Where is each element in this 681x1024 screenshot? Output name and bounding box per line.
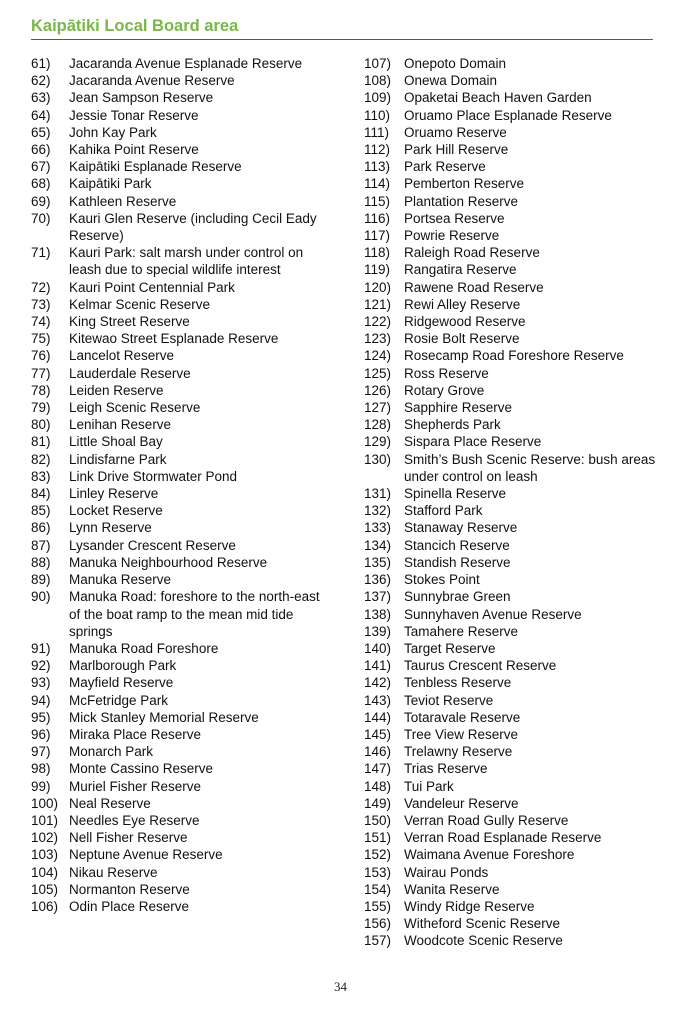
- list-item-number: 120): [364, 279, 392, 295]
- page-title: Kaipātiki Local Board area: [31, 17, 239, 35]
- list-item-number: 112): [364, 142, 391, 158]
- list-item-number: 150): [364, 812, 392, 828]
- list-item-number: 78): [31, 382, 51, 398]
- list-item-name: Lauderdale Reserve: [69, 365, 191, 381]
- list-item-number: 151): [364, 830, 392, 846]
- list-item-name: Totaravale Reserve: [404, 709, 521, 725]
- list-item-number: 90): [31, 589, 51, 605]
- list-item: [31, 330, 346, 347]
- list-item-number: 96): [31, 726, 51, 742]
- list-item-name: Portsea Reserve: [404, 210, 505, 226]
- list-item-number: 138): [364, 606, 392, 622]
- list-item-number: 107): [364, 56, 392, 71]
- list-item-number: 79): [31, 400, 51, 416]
- list-item-number: 131): [364, 486, 392, 502]
- list-item-name: Link Drive Stormwater Pond: [69, 468, 238, 484]
- list-item-name: Rewi Alley Reserve: [404, 296, 521, 312]
- list-item-name: Lancelot Reserve: [69, 348, 175, 364]
- list-item-number: 144): [364, 709, 392, 725]
- list-item: [364, 175, 664, 192]
- list-item-name: Manuka Road: foreshore to the north-east of the boat ramp to the mean mid tide springs: [69, 589, 320, 639]
- list-item: [364, 778, 664, 795]
- list-item-number: 114): [364, 176, 391, 192]
- list-item-name: Kauri Glen Reserve (including Cecil Eady Reserve): [69, 210, 317, 244]
- list-item-name: Linley Reserve: [69, 486, 159, 502]
- list-item: [31, 898, 346, 915]
- list-item-name: Sispara Place Reserve: [404, 434, 542, 450]
- list-item-number: 135): [364, 554, 392, 570]
- list-item-name: Verran Road Gully Reserve: [404, 812, 569, 828]
- list-item-name: Kahika Point Reserve: [69, 142, 199, 158]
- list-item-number: 86): [31, 520, 51, 536]
- list-item: [364, 571, 664, 588]
- list-item: [364, 588, 664, 605]
- list-item: [364, 296, 664, 313]
- list-item-name: Ridgewood Reserve: [404, 314, 526, 330]
- list-item: [364, 743, 664, 760]
- list-item: [364, 433, 664, 450]
- list-item-name: Stokes Point: [404, 572, 480, 588]
- list-item-name: Taurus Crescent Reserve: [404, 658, 557, 674]
- list-item-name: Oruamo Place Esplanade Reserve: [404, 107, 612, 123]
- list-item-name: Kelmar Scenic Reserve: [69, 296, 211, 312]
- list-item-number: 148): [364, 778, 392, 794]
- list-item-number: 100): [31, 795, 59, 811]
- list-item: [364, 365, 664, 382]
- list-item-number: 113): [364, 159, 391, 175]
- list-item: [364, 193, 664, 210]
- list-item-number: 68): [31, 176, 51, 192]
- list-item-number: 110): [364, 107, 391, 123]
- list-item: [364, 485, 664, 502]
- list-item: [364, 674, 664, 691]
- list-item-number: 117): [364, 228, 391, 244]
- list-item: [364, 210, 664, 227]
- list-item-number: 155): [364, 898, 392, 914]
- list-item: [31, 709, 346, 726]
- list-item-number: 95): [31, 709, 51, 725]
- list-item-number: 63): [31, 90, 51, 106]
- list-item: [364, 915, 664, 932]
- list-item-number: 71): [31, 245, 51, 261]
- list-item-name: Jacaranda Avenue Esplanade Reserve: [69, 56, 303, 71]
- list-item-number: 132): [364, 503, 392, 519]
- list-item: [31, 124, 346, 141]
- list-item: [364, 399, 664, 416]
- list-item-name: Jacaranda Avenue Reserve: [69, 73, 235, 89]
- list-item: [364, 330, 664, 347]
- list-item: [31, 778, 346, 795]
- page-header: [31, 14, 653, 40]
- list-item: [31, 881, 346, 898]
- list-item: [31, 399, 346, 416]
- list-item-number: 62): [31, 73, 51, 89]
- list-item-name: Tenbless Reserve: [404, 675, 512, 691]
- list-item: [31, 795, 346, 812]
- list-item: [31, 158, 346, 175]
- list-item-name: Leiden Reserve: [69, 382, 164, 398]
- list-item-name: Stanaway Reserve: [404, 520, 518, 536]
- list-item-number: 77): [31, 365, 51, 381]
- list-item-number: 67): [31, 159, 51, 175]
- list-item: [364, 606, 664, 623]
- list-item-name: Rawene Road Reserve: [404, 279, 544, 295]
- list-item: [31, 554, 346, 571]
- list-item-name: Oruamo Reserve: [404, 124, 507, 140]
- list-item-name: Monarch Park: [69, 744, 154, 760]
- list-item: [31, 210, 346, 244]
- list-item-name: Tree View Reserve: [404, 726, 519, 742]
- list-item-name: Sunnyhaven Avenue Reserve: [404, 606, 582, 622]
- list-item-number: 72): [31, 279, 51, 295]
- list-item-number: 88): [31, 554, 51, 570]
- list-item-name: Jessie Tonar Reserve: [69, 107, 199, 123]
- list-item: [31, 692, 346, 709]
- list-item-name: Spinella Reserve: [404, 486, 507, 502]
- list-item-name: Vandeleur Reserve: [404, 795, 519, 811]
- list-item-number: 128): [364, 417, 392, 433]
- list-item: [364, 124, 664, 141]
- list-item: [31, 55, 346, 72]
- list-item: [364, 812, 664, 829]
- list-item: [364, 829, 664, 846]
- list-item-name: Nikau Reserve: [69, 864, 158, 880]
- list-item-number: 134): [364, 537, 392, 553]
- list-item: [364, 313, 664, 330]
- list-item: [364, 382, 664, 399]
- list-item-name: Sunnybrae Green: [404, 589, 511, 605]
- list-item-name: Standish Reserve: [404, 554, 511, 570]
- list-item: [31, 365, 346, 382]
- list-item-name: Miraka Place Reserve: [69, 726, 202, 742]
- list-item-number: 106): [31, 898, 59, 914]
- list-item-number: 83): [31, 468, 51, 484]
- list-item: [31, 193, 346, 210]
- list-item-name: Tamahere Reserve: [404, 623, 519, 639]
- list-item: [364, 107, 664, 124]
- list-item: [364, 623, 664, 640]
- list-item-name: King Street Reserve: [69, 314, 190, 330]
- list-item: [31, 537, 346, 554]
- list-item-name: Rotary Grove: [404, 382, 485, 398]
- list-item-number: 81): [31, 434, 51, 450]
- list-item-name: Shepherds Park: [404, 417, 501, 433]
- list-item: [31, 433, 346, 450]
- list-item: [31, 485, 346, 502]
- list-item: [364, 347, 664, 364]
- list-item-number: 140): [364, 640, 392, 656]
- list-item-name: Mayfield Reserve: [69, 675, 174, 691]
- list-item-number: 122): [364, 314, 392, 330]
- list-item-number: 125): [364, 365, 392, 381]
- list-item-number: 139): [364, 623, 392, 639]
- list-item-number: 85): [31, 503, 51, 519]
- list-item: [364, 726, 664, 743]
- list-item-name: Kathleen Reserve: [69, 193, 177, 209]
- list-item-name: Kauri Park: salt marsh under control on leash due to special wildlife interest: [69, 245, 304, 278]
- list-item-name: Target Reserve: [404, 640, 496, 656]
- list-item: [364, 692, 664, 709]
- list-item-name: Monte Cassino Reserve: [69, 761, 214, 777]
- list-item-number: 149): [364, 795, 392, 811]
- list-item-number: 119): [364, 262, 391, 278]
- list-item-number: 65): [31, 124, 51, 140]
- list-item-name: John Kay Park: [69, 124, 157, 140]
- reserve-list-right-column: [364, 55, 664, 950]
- list-item: [364, 846, 664, 863]
- list-item-name: Stancich Reserve: [404, 537, 510, 553]
- list-item-name: Kitewao Street Esplanade Reserve: [69, 331, 279, 347]
- list-item-name: Powrie Reserve: [404, 228, 500, 244]
- list-item: [364, 261, 664, 278]
- list-item: [364, 227, 664, 244]
- reserve-list-left-column: [31, 55, 346, 915]
- list-item: [31, 743, 346, 760]
- list-item-name: Onepoto Domain: [404, 56, 507, 71]
- list-item-number: 143): [364, 692, 392, 708]
- list-item-name: Smith’s Bush Scenic Reserve: bush areas under control on leash: [404, 451, 656, 484]
- list-item-number: 74): [31, 314, 51, 330]
- list-item-name: Manuka Reserve: [69, 572, 172, 588]
- list-item: [31, 468, 346, 485]
- list-item-name: Opaketai Beach Haven Garden: [404, 90, 592, 106]
- list-item: [364, 55, 664, 72]
- list-item-number: 137): [364, 589, 392, 605]
- list-item-name: Kaipātiki Esplanade Reserve: [69, 159, 242, 175]
- list-item: [31, 72, 346, 89]
- list-item-number: 70): [31, 210, 51, 226]
- list-item-name: Normanton Reserve: [69, 881, 190, 897]
- list-item: [364, 279, 664, 296]
- list-item-number: 118): [364, 245, 391, 261]
- list-item-name: Neal Reserve: [69, 795, 151, 811]
- list-item-name: Trelawny Reserve: [404, 744, 513, 760]
- list-item: [364, 709, 664, 726]
- list-item: [364, 932, 664, 949]
- page-number: 34: [334, 979, 347, 994]
- list-item-name: Rangatira Reserve: [404, 262, 517, 278]
- list-item: [31, 829, 346, 846]
- list-item: [364, 416, 664, 433]
- list-item-number: 75): [31, 331, 51, 347]
- list-item-name: Manuka Road Foreshore: [69, 640, 219, 656]
- list-item: [364, 640, 664, 657]
- list-item-number: 109): [364, 90, 392, 106]
- list-item-name: McFetridge Park: [69, 692, 169, 708]
- list-item-number: 104): [31, 864, 59, 880]
- list-item-name: Ross Reserve: [404, 365, 489, 381]
- list-item-name: Little Shoal Bay: [69, 434, 163, 450]
- list-item-number: 102): [31, 830, 59, 846]
- list-item-number: 105): [31, 881, 59, 897]
- list-item-name: Nell Fisher Reserve: [69, 830, 188, 846]
- list-item-name: Sapphire Reserve: [404, 400, 513, 416]
- list-item-name: Locket Reserve: [69, 503, 163, 519]
- list-item-number: 141): [364, 658, 392, 674]
- list-item-number: 153): [364, 864, 392, 880]
- list-item: [364, 898, 664, 915]
- list-item-number: 127): [364, 400, 392, 416]
- list-item-number: 91): [31, 640, 51, 656]
- list-item-name: Raleigh Road Reserve: [404, 245, 540, 261]
- list-item-number: 147): [364, 761, 392, 777]
- list-item: [364, 881, 664, 898]
- list-item-name: Rosie Bolt Reserve: [404, 331, 520, 347]
- list-item-name: Neptune Avenue Reserve: [69, 847, 223, 863]
- list-item-name: Onewa Domain: [404, 73, 498, 89]
- list-item-name: Leigh Scenic Reserve: [69, 400, 201, 416]
- list-item-number: 124): [364, 348, 392, 364]
- list-item-name: Rosecamp Road Foreshore Reserve: [404, 348, 624, 364]
- list-item-number: 101): [31, 812, 59, 828]
- list-item: [364, 864, 664, 881]
- list-item: [364, 244, 664, 261]
- list-item: [31, 760, 346, 777]
- list-item-name: Lindisfarne Park: [69, 451, 167, 467]
- list-item: [31, 640, 346, 657]
- list-item-name: Lynn Reserve: [69, 520, 152, 536]
- list-item: [364, 502, 664, 519]
- list-item-number: 146): [364, 744, 392, 760]
- list-item: [31, 451, 346, 468]
- list-item: [364, 451, 664, 485]
- list-item: [31, 571, 346, 588]
- list-item-name: Odin Place Reserve: [69, 898, 190, 914]
- list-item-number: 82): [31, 451, 51, 467]
- list-item-number: 111): [364, 124, 390, 140]
- list-item-name: Woodcote Scenic Reserve: [404, 933, 563, 949]
- list-item-number: 156): [364, 916, 392, 932]
- list-item-name: Manuka Neighbourhood Reserve: [69, 554, 268, 570]
- list-item-number: 103): [31, 847, 59, 863]
- list-item-name: Tui Park: [404, 778, 454, 794]
- list-item-number: 145): [364, 726, 392, 742]
- list-item-name: Verran Road Esplanade Reserve: [404, 830, 602, 846]
- list-item: [364, 141, 664, 158]
- list-item: [31, 313, 346, 330]
- list-item-number: 116): [364, 210, 391, 226]
- list-item-name: Witheford Scenic Reserve: [404, 916, 561, 932]
- list-item-number: 73): [31, 296, 51, 312]
- list-item: [31, 107, 346, 124]
- list-item-number: 76): [31, 348, 51, 364]
- list-item: [364, 795, 664, 812]
- list-item-name: Waimana Avenue Foreshore: [404, 847, 575, 863]
- list-item-number: 142): [364, 675, 392, 691]
- list-item: [31, 382, 346, 399]
- list-item: [364, 657, 664, 674]
- list-item: [364, 519, 664, 536]
- list-item-name: Jean Sampson Reserve: [69, 90, 214, 106]
- list-item-number: 61): [31, 56, 51, 71]
- list-item-number: 154): [364, 881, 392, 897]
- list-item: [31, 175, 346, 192]
- list-item-name: Park Hill Reserve: [404, 142, 509, 158]
- list-item-number: 129): [364, 434, 392, 450]
- list-item: [31, 347, 346, 364]
- list-item-number: 80): [31, 417, 51, 433]
- list-item: [364, 72, 664, 89]
- list-item-name: Wairau Ponds: [404, 864, 489, 880]
- list-item-name: Wanita Reserve: [404, 881, 500, 897]
- list-item-name: Teviot Reserve: [404, 692, 494, 708]
- list-item-name: Kauri Point Centennial Park: [69, 279, 235, 295]
- list-item-name: Muriel Fisher Reserve: [69, 778, 202, 794]
- list-item: [31, 726, 346, 743]
- list-item-number: 108): [364, 73, 392, 89]
- list-item: [31, 296, 346, 313]
- list-item: [31, 89, 346, 106]
- list-item-name: Lenihan Reserve: [69, 417, 172, 433]
- list-item: [364, 158, 664, 175]
- list-item: [31, 519, 346, 536]
- list-item: [31, 244, 346, 278]
- list-item-number: 126): [364, 382, 392, 398]
- list-item-number: 93): [31, 675, 51, 691]
- list-item-number: 66): [31, 142, 51, 158]
- list-item-number: 99): [31, 778, 51, 794]
- list-item-name: Mick Stanley Memorial Reserve: [69, 709, 259, 725]
- list-item: [31, 416, 346, 433]
- list-item-number: 136): [364, 572, 392, 588]
- list-item-number: 84): [31, 486, 51, 502]
- list-item-number: 115): [364, 193, 391, 209]
- list-item-number: 64): [31, 107, 51, 123]
- list-item-name: Windy Ridge Reserve: [404, 898, 535, 914]
- list-item-number: 89): [31, 572, 51, 588]
- list-item-number: 97): [31, 744, 51, 760]
- list-item: [31, 279, 346, 296]
- list-item-name: Kaipātiki Park: [69, 176, 152, 192]
- list-item-number: 152): [364, 847, 392, 863]
- list-item: [31, 657, 346, 674]
- list-item-number: 121): [364, 296, 392, 312]
- list-item-number: 87): [31, 537, 51, 553]
- list-item: [31, 588, 346, 640]
- list-item-name: Trias Reserve: [404, 761, 488, 777]
- list-item-number: 69): [31, 193, 51, 209]
- list-item-number: 130): [364, 451, 392, 467]
- list-item-name: Marlborough Park: [69, 658, 177, 674]
- list-item-name: Needles Eye Reserve: [69, 812, 200, 828]
- list-item-number: 123): [364, 331, 392, 347]
- list-item-number: 157): [364, 933, 392, 949]
- list-item-number: 133): [364, 520, 392, 536]
- list-item: [364, 89, 664, 106]
- list-item-number: 92): [31, 658, 51, 674]
- list-item-name: Pemberton Reserve: [404, 176, 525, 192]
- list-item-number: 98): [31, 761, 51, 777]
- list-item: [31, 141, 346, 158]
- list-item: [31, 674, 346, 691]
- list-item: [31, 502, 346, 519]
- list-item: [364, 760, 664, 777]
- list-item-number: 94): [31, 692, 51, 708]
- list-item: [31, 846, 346, 863]
- list-item-name: Plantation Reserve: [404, 193, 519, 209]
- list-item-name: Park Reserve: [404, 159, 486, 175]
- list-item: [364, 537, 664, 554]
- list-item-name: Stafford Park: [404, 503, 483, 519]
- list-item: [364, 554, 664, 571]
- list-item: [31, 864, 346, 881]
- list-item: [31, 812, 346, 829]
- list-item-name: Lysander Crescent Reserve: [69, 537, 236, 553]
